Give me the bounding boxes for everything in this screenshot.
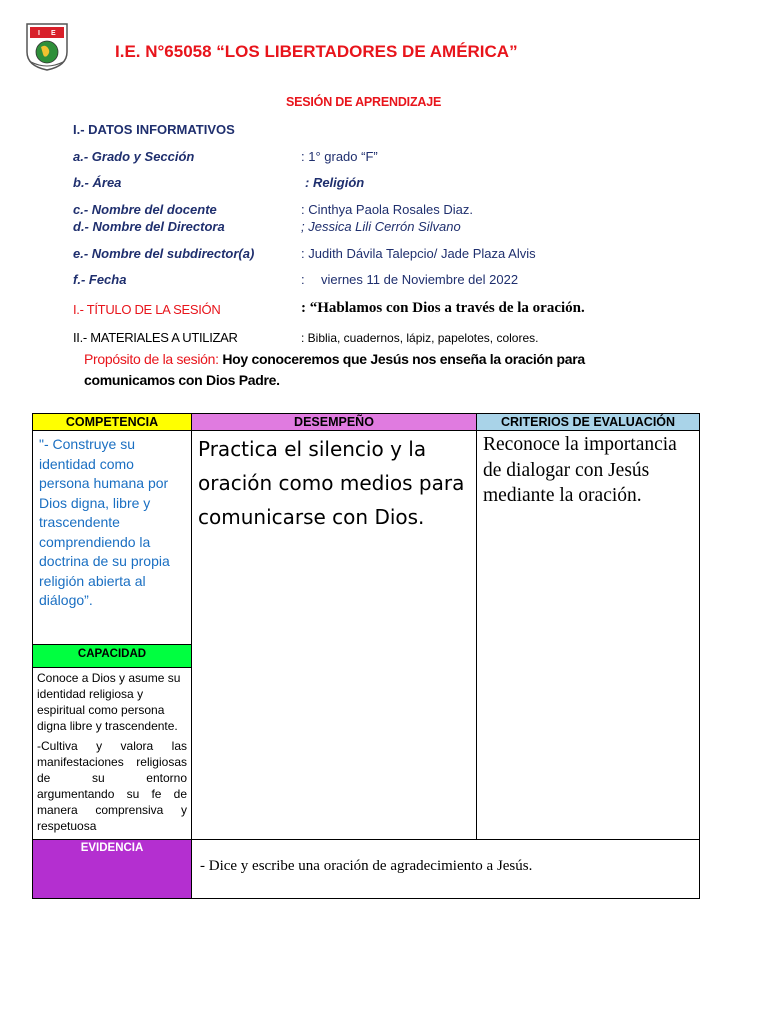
grade-label: a.- Grado y Sección [73,149,195,164]
area-value: : Religión [305,175,365,190]
criterios-header: CRITERIOS DE EVALUACIÓN [476,413,700,431]
teacher-value: : Cinthya Paola Rosales Diaz. [301,202,473,217]
competencia-cell: "- Construye su identidad como persona humana por Dios digna, libre y trascendente comprendiendo la doctrina de su propia religión abierta al diálogo”. [32,430,192,645]
criterio-cell: Reconoce la importancia de dialogar con Jesús mediante la oración. [476,430,700,840]
purpose-label: Propósito de la sesión: [84,351,219,367]
desempeno-cell: Practica el silencio y la oración como medios para comunicarse con Dios. [191,430,477,840]
subdirector-value: : Judith Dávila Talepcio/ Jade Plaza Alvis [301,246,536,261]
area-label: b.- Área [73,175,122,190]
school-title: I.E. N°65058 “LOS LIBERTADORES DE AMÉRICA” [115,42,518,61]
evidencia-header: EVIDENCIA [32,839,192,899]
director-value: ; Jessica Lili Cerrón Silvano [301,219,461,234]
session-title-value: : “Hablamos con Dios a través de la oración. [301,300,585,316]
materials-value: : Biblia, cuadernos, lápiz, papelotes, colores. [301,331,539,345]
logo-letter-e: E [51,30,56,37]
director-label: d.- Nombre del Directora [73,219,225,234]
capacidad-text-2: -Cultiva y valora las manifestaciones religiosas de su entorno argumentando su fe de manera comprensiva y respetuosa [37,739,187,833]
session-title-label: I.- TÍTULO DE LA SESIÓN [73,302,221,317]
logo-letter-i: I [38,30,40,37]
materials-label: II.- MATERIALES A UTILIZAR [73,330,238,345]
purpose-paragraph [84,349,644,391]
teacher-label: c.- Nombre del docente [73,202,217,217]
subdirector-label: e.- Nombre del subdirector(a) [73,246,255,261]
session-heading: SESIÓN DE APRENDIZAJE [286,95,442,109]
info-heading: I.- DATOS INFORMATIVOS [73,122,235,137]
date-value: viernes 11 de Noviembre del 2022 [321,272,519,287]
date-colon: : [301,272,305,287]
date-label: f.- Fecha [73,272,127,287]
desempeno-header: DESEMPEÑO [191,413,477,431]
school-logo [24,22,70,72]
capacidad-header: CAPACIDAD [32,644,192,668]
capacidad-cell [32,667,192,840]
competencia-header: COMPETENCIA [32,413,192,431]
capacidad-text-1: Conoce a Dios y asume su identidad religiosa y espiritual como persona digna libre y trascendente. [37,671,181,733]
purpose-text: Hoy conoceremos que Jesús nos enseña la oración para comunicamos con Dios Padre. [84,351,585,388]
evidencia-cell: - Dice y escribe una oración de agradecimiento a Jesús. [191,839,700,899]
grade-value: : 1° grado “F” [301,149,378,164]
